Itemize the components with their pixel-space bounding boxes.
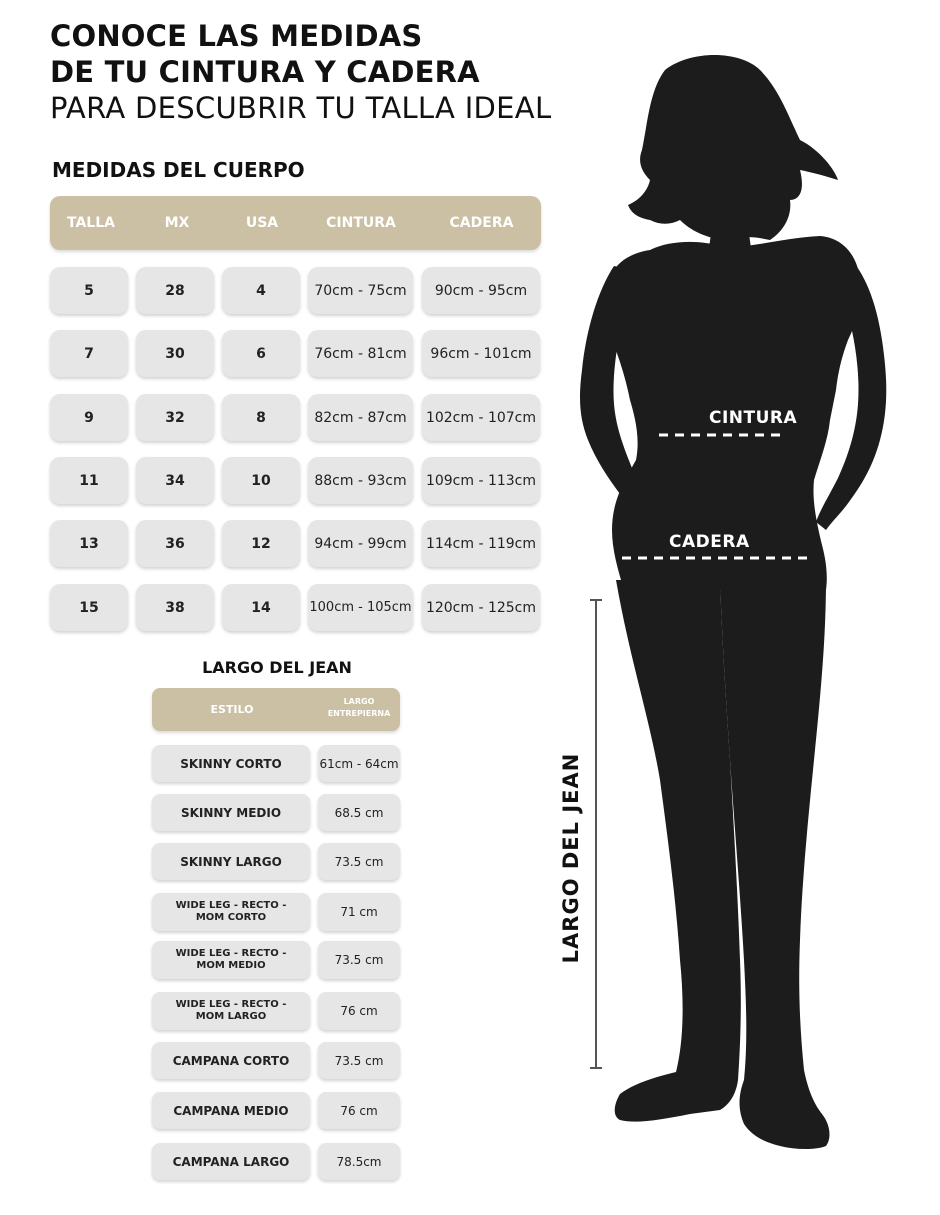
cintura-cell: 100cm - 105cm	[308, 584, 413, 631]
estilo-cell: WIDE LEG - RECTO - MOM MEDIO	[152, 941, 310, 979]
largo-cell: 73.5 cm	[318, 1042, 400, 1079]
mx-cell: 36	[136, 520, 214, 567]
cintura-cell: 70cm - 75cm	[308, 267, 413, 314]
usa-cell: 14	[222, 584, 300, 631]
largo-cell: 73.5 cm	[318, 941, 400, 979]
usa-cell: 4	[222, 267, 300, 314]
page-title	[50, 18, 551, 126]
talla-cell: 5	[50, 267, 128, 314]
largo-cell: 76 cm	[318, 1092, 400, 1129]
estilo-cell: SKINNY LARGO	[152, 843, 310, 880]
body-table-title: MEDIDAS DEL CUERPO	[52, 158, 305, 182]
title-line-3: PARA DESCUBRIR TU TALLA IDEAL	[50, 91, 552, 125]
cadera-cell: 109cm - 113cm	[422, 457, 540, 504]
usa-cell: 10	[222, 457, 300, 504]
mx-cell: 30	[136, 330, 214, 377]
largo-cell: 71 cm	[318, 893, 400, 931]
estilo-cell: SKINNY CORTO	[152, 745, 310, 782]
header-largo-entrepierna: LARGO ENTREPIERNA	[327, 697, 391, 718]
estilo-cell: WIDE LEG - RECTO - MOM LARGO	[152, 992, 310, 1030]
usa-cell: 6	[222, 330, 300, 377]
cintura-cell: 88cm - 93cm	[308, 457, 413, 504]
estilo-cell: SKINNY MEDIO	[152, 794, 310, 831]
cadera-cell: 96cm - 101cm	[422, 330, 540, 377]
header-talla: TALLA	[67, 215, 115, 231]
cintura-cell: 76cm - 81cm	[308, 330, 413, 377]
header-cintura: CINTURA	[326, 215, 396, 231]
estilo-cell: WIDE LEG - RECTO - MOM CORTO	[152, 893, 310, 931]
cintura-cell: 82cm - 87cm	[308, 394, 413, 441]
header-mx: MX	[164, 215, 190, 231]
talla-cell: 13	[50, 520, 128, 567]
largo-cell: 68.5 cm	[318, 794, 400, 831]
mx-cell: 38	[136, 584, 214, 631]
jean-table-title: LARGO DEL JEAN	[202, 658, 352, 677]
largo-cell: 78.5cm	[318, 1143, 400, 1180]
cadera-cell: 90cm - 95cm	[422, 267, 540, 314]
header-estilo: ESTILO	[210, 703, 254, 716]
jean-table-header	[152, 688, 400, 731]
largo-cell: 61cm - 64cm	[318, 745, 400, 782]
talla-cell: 15	[50, 584, 128, 631]
largo-cell: 76 cm	[318, 992, 400, 1030]
usa-cell: 8	[222, 394, 300, 441]
body-table-header	[50, 196, 541, 250]
estilo-cell: CAMPANA CORTO	[152, 1042, 310, 1079]
cadera-cell: 120cm - 125cm	[422, 584, 540, 631]
header-cadera: CADERA	[449, 215, 514, 231]
largo-cell: 73.5 cm	[318, 843, 400, 880]
estilo-cell: CAMPANA MEDIO	[152, 1092, 310, 1129]
talla-cell: 11	[50, 457, 128, 504]
woman-silhouette-icon	[560, 40, 920, 1180]
jean-length-label: LARGO DEL JEAN	[559, 752, 583, 964]
cadera-cell: 114cm - 119cm	[422, 520, 540, 567]
cintura-cell: 94cm - 99cm	[308, 520, 413, 567]
header-usa: USA	[245, 215, 279, 231]
estilo-cell: CAMPANA LARGO	[152, 1143, 310, 1180]
waist-label: CINTURA	[709, 408, 798, 428]
usa-cell: 12	[222, 520, 300, 567]
cadera-cell: 102cm - 107cm	[422, 394, 540, 441]
hip-label: CADERA	[669, 532, 750, 552]
mx-cell: 34	[136, 457, 214, 504]
talla-cell: 9	[50, 394, 128, 441]
mx-cell: 28	[136, 267, 214, 314]
mx-cell: 32	[136, 394, 214, 441]
title-line-1: CONOCE LAS MEDIDAS	[50, 19, 423, 53]
talla-cell: 7	[50, 330, 128, 377]
title-line-2: DE TU CINTURA Y CADERA	[50, 55, 480, 89]
